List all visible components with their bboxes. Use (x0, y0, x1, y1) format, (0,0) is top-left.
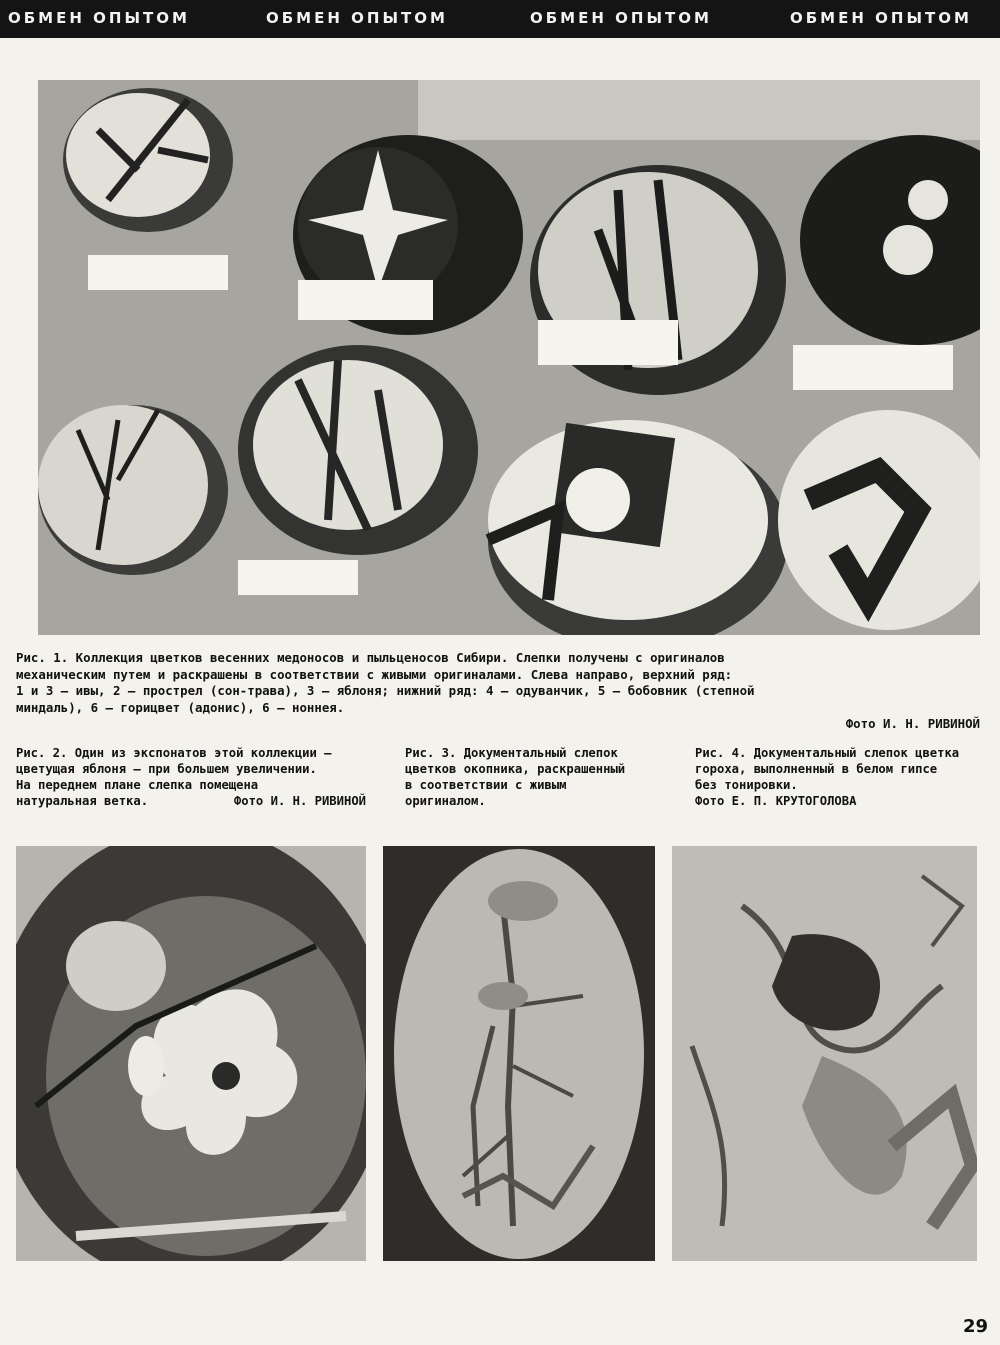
header-label: ОБМЕН ОПЫТОМ (790, 9, 972, 27)
caption-line: в соответствии с живым (405, 778, 567, 792)
figure-2-photo (16, 846, 366, 1261)
caption-line: Рис. 1. Коллекция цветков весенних медоносов и пыльценосов Сибири. Слепки получены с оригиналов (16, 650, 725, 665)
caption-line: без тонировки. (695, 778, 798, 792)
figure-2-caption (16, 745, 366, 809)
header-label: ОБМЕН ОПЫТОМ (8, 9, 190, 27)
figure-3-photo (383, 846, 655, 1261)
figure-1-photo (38, 80, 980, 635)
caption-line: цветущая яблоня — при большем увеличении. (16, 762, 317, 776)
figure-4-photo (672, 846, 977, 1261)
caption-line: цветков окопника, раскрашенный (405, 762, 626, 776)
caption-line: На переднем плане слепка помещена (16, 778, 259, 792)
page-number: 29 (962, 1316, 988, 1337)
caption-line: миндаль), 6 — горицвет (адонис), 6 — ноннея. (16, 699, 345, 715)
caption-line: гороха, выполненный в белом гипсе (695, 762, 938, 776)
section-header (0, 0, 1000, 38)
figure-3-caption (405, 745, 675, 809)
caption-line: Рис. 3. Документальный слепок (405, 746, 618, 760)
photo-credit: Фото И. Н. РИВИНОЙ (233, 794, 366, 808)
caption-line: натуральная ветка. (16, 794, 149, 808)
photo-credit: Фото Е. П. КРУТОГОЛОВА (695, 794, 857, 808)
photo-credit: Фото И. Н. РИВИНОЙ (845, 716, 980, 731)
figure-1-caption (16, 650, 980, 733)
caption-line: Рис. 4. Документальный слепок цветка (695, 746, 960, 760)
caption-line: 1 и 3 — ивы, 2 — прострел (сон-трава), 3 — яблоня; нижний ряд: 4 — одуванчик, 5 — бобовник (степной (16, 683, 755, 698)
header-label: ОБМЕН ОПЫТОМ (266, 9, 448, 27)
caption-line: механическим путем и раскрашены в соответствии с живыми оригиналами. Слева направо, верхний ряд: (16, 666, 733, 682)
caption-line: Рис. 2. Один из экспонатов этой коллекции — (16, 746, 332, 760)
figure-4-caption (695, 745, 980, 809)
header-label: ОБМЕН ОПЫТОМ (530, 9, 712, 27)
caption-line: оригиналом. (405, 794, 486, 808)
